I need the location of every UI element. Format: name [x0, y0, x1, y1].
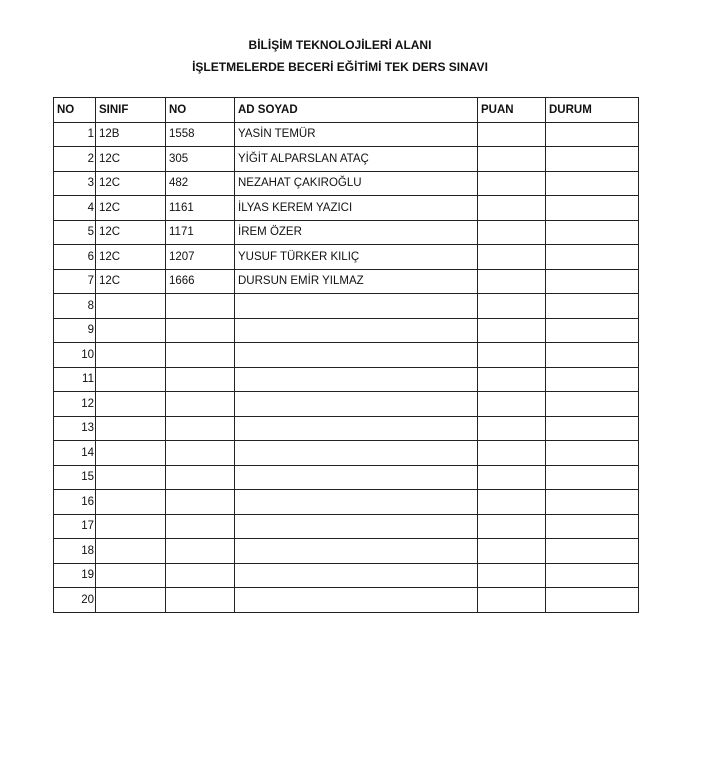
cell-ad-soyad: [235, 514, 478, 539]
table-row: [54, 392, 639, 417]
cell-durum: [546, 539, 639, 564]
cell-sinif: [96, 416, 166, 441]
cell-okul-no: [166, 367, 235, 392]
cell-puan: [478, 294, 546, 319]
cell-no: 20: [54, 588, 96, 613]
table-row: [54, 318, 639, 343]
cell-sinif: 12C: [96, 269, 166, 294]
table-row: [54, 147, 639, 172]
cell-no: 8: [54, 294, 96, 319]
cell-ad-soyad: [235, 343, 478, 368]
column-header-sinif: SINIF: [96, 98, 166, 123]
cell-sinif: [96, 588, 166, 613]
cell-okul-no: [166, 441, 235, 466]
column-header-no: NO: [54, 98, 96, 123]
cell-okul-no: 1207: [166, 245, 235, 270]
cell-no: 6: [54, 245, 96, 270]
cell-ad-soyad: [235, 294, 478, 319]
cell-durum: [546, 588, 639, 613]
cell-ad-soyad: [235, 441, 478, 466]
cell-puan: [478, 392, 546, 417]
cell-no: 2: [54, 147, 96, 172]
cell-no: 7: [54, 269, 96, 294]
cell-ad-soyad: YİĞİT ALPARSLAN ATAÇ: [235, 147, 478, 172]
cell-ad-soyad: [235, 539, 478, 564]
cell-no: 13: [54, 416, 96, 441]
cell-no: 9: [54, 318, 96, 343]
table-header-row: [54, 98, 639, 123]
table-row: [54, 220, 639, 245]
column-header-puan: PUAN: [478, 98, 546, 123]
column-header-durum: DURUM: [546, 98, 639, 123]
cell-sinif: [96, 318, 166, 343]
cell-no: 4: [54, 196, 96, 221]
document-subtitle: İŞLETMELERDE BECERİ EĞİTİMİ TEK DERS SINAVI: [192, 60, 488, 74]
table-row: [54, 441, 639, 466]
cell-sinif: 12C: [96, 220, 166, 245]
cell-ad-soyad: YASİN TEMÜR: [235, 122, 478, 147]
table-row: [54, 416, 639, 441]
table-row: [54, 245, 639, 270]
cell-puan: [478, 196, 546, 221]
cell-ad-soyad: YUSUF TÜRKER KILIÇ: [235, 245, 478, 270]
cell-okul-no: 482: [166, 171, 235, 196]
cell-okul-no: [166, 490, 235, 515]
cell-durum: [546, 245, 639, 270]
cell-sinif: [96, 367, 166, 392]
cell-puan: [478, 514, 546, 539]
cell-puan: [478, 245, 546, 270]
cell-no: 3: [54, 171, 96, 196]
cell-okul-no: [166, 465, 235, 490]
cell-puan: [478, 465, 546, 490]
cell-okul-no: [166, 343, 235, 368]
cell-durum: [546, 441, 639, 466]
cell-okul-no: 1666: [166, 269, 235, 294]
cell-durum: [546, 465, 639, 490]
cell-puan: [478, 318, 546, 343]
cell-no: 16: [54, 490, 96, 515]
cell-durum: [546, 122, 639, 147]
cell-no: 17: [54, 514, 96, 539]
cell-ad-soyad: [235, 318, 478, 343]
cell-durum: [546, 294, 639, 319]
cell-puan: [478, 220, 546, 245]
cell-sinif: [96, 343, 166, 368]
table-row: [54, 196, 639, 221]
cell-ad-soyad: İLYAS KEREM YAZICI: [235, 196, 478, 221]
cell-ad-soyad: DURSUN EMİR YILMAZ: [235, 269, 478, 294]
cell-puan: [478, 343, 546, 368]
cell-puan: [478, 563, 546, 588]
cell-sinif: [96, 392, 166, 417]
cell-sinif: [96, 539, 166, 564]
cell-no: 14: [54, 441, 96, 466]
cell-no: 11: [54, 367, 96, 392]
cell-ad-soyad: [235, 465, 478, 490]
cell-puan: [478, 416, 546, 441]
cell-no: 18: [54, 539, 96, 564]
cell-puan: [478, 539, 546, 564]
table-row: [54, 563, 639, 588]
cell-puan: [478, 490, 546, 515]
document-title: BİLİŞİM TEKNOLOJİLERİ ALANI: [248, 38, 432, 52]
cell-durum: [546, 220, 639, 245]
cell-puan: [478, 588, 546, 613]
cell-sinif: [96, 294, 166, 319]
table-row: [54, 269, 639, 294]
cell-durum: [546, 269, 639, 294]
table-row: [54, 343, 639, 368]
table-row: [54, 514, 639, 539]
cell-sinif: 12B: [96, 122, 166, 147]
cell-puan: [478, 122, 546, 147]
cell-okul-no: [166, 294, 235, 319]
cell-no: 5: [54, 220, 96, 245]
cell-puan: [478, 269, 546, 294]
cell-durum: [546, 392, 639, 417]
cell-ad-soyad: [235, 588, 478, 613]
cell-sinif: [96, 563, 166, 588]
cell-okul-no: [166, 563, 235, 588]
cell-no: 15: [54, 465, 96, 490]
table-row: [54, 122, 639, 147]
cell-sinif: 12C: [96, 147, 166, 172]
table-row: [54, 588, 639, 613]
cell-no: 1: [54, 122, 96, 147]
cell-sinif: [96, 441, 166, 466]
table-row: [54, 294, 639, 319]
cell-no: 19: [54, 563, 96, 588]
cell-sinif: 12C: [96, 245, 166, 270]
cell-puan: [478, 367, 546, 392]
cell-okul-no: 1161: [166, 196, 235, 221]
cell-durum: [546, 416, 639, 441]
cell-ad-soyad: [235, 490, 478, 515]
cell-no: 10: [54, 343, 96, 368]
student-table: [53, 97, 639, 613]
cell-ad-soyad: [235, 563, 478, 588]
table-row: [54, 367, 639, 392]
cell-puan: [478, 441, 546, 466]
cell-okul-no: [166, 416, 235, 441]
column-header-ad-soyad: AD SOYAD: [235, 98, 478, 123]
cell-okul-no: [166, 318, 235, 343]
cell-no: 12: [54, 392, 96, 417]
cell-puan: [478, 147, 546, 172]
cell-okul-no: 305: [166, 147, 235, 172]
cell-ad-soyad: [235, 367, 478, 392]
cell-durum: [546, 343, 639, 368]
table-row: [54, 465, 639, 490]
table-row: [54, 490, 639, 515]
cell-puan: [478, 171, 546, 196]
cell-ad-soyad: [235, 392, 478, 417]
column-header-okul-no: NO: [166, 98, 235, 123]
cell-okul-no: [166, 539, 235, 564]
cell-durum: [546, 563, 639, 588]
cell-ad-soyad: NEZAHAT ÇAKIROĞLU: [235, 171, 478, 196]
cell-durum: [546, 318, 639, 343]
cell-ad-soyad: İREM ÖZER: [235, 220, 478, 245]
cell-sinif: [96, 514, 166, 539]
cell-okul-no: 1171: [166, 220, 235, 245]
cell-okul-no: 1558: [166, 122, 235, 147]
cell-sinif: [96, 465, 166, 490]
cell-durum: [546, 147, 639, 172]
cell-durum: [546, 514, 639, 539]
cell-okul-no: [166, 514, 235, 539]
cell-durum: [546, 490, 639, 515]
cell-durum: [546, 171, 639, 196]
cell-sinif: 12C: [96, 196, 166, 221]
cell-durum: [546, 367, 639, 392]
table-row: [54, 539, 639, 564]
cell-okul-no: [166, 392, 235, 417]
cell-sinif: 12C: [96, 171, 166, 196]
cell-ad-soyad: [235, 416, 478, 441]
cell-sinif: [96, 490, 166, 515]
table-row: [54, 171, 639, 196]
cell-durum: [546, 196, 639, 221]
cell-okul-no: [166, 588, 235, 613]
